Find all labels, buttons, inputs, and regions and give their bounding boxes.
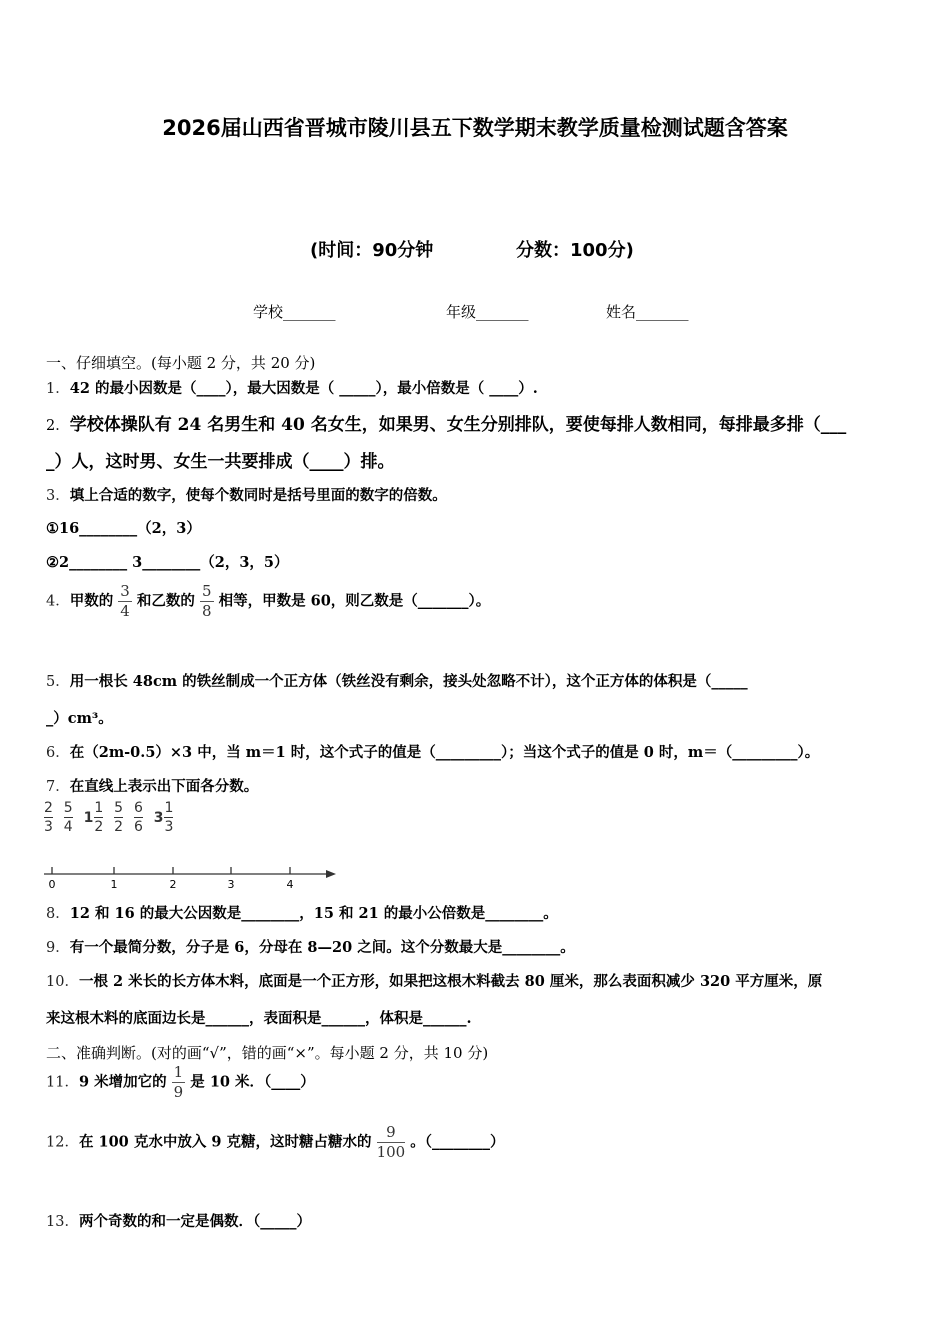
question-3-sub1: ①16________（2，3）	[46, 520, 201, 537]
mixed-fraction-1-1-2: $\frac{1}{2}$	[94, 800, 104, 835]
fraction-5-8: $\frac{5}{8}$	[201, 582, 212, 620]
question-2: 2．学校体操队有 24 名男生和 40 名女生，如果男、女生分别排队，要使每排人数相同，每排最多排（___	[46, 415, 847, 435]
tick-label-3: 3	[227, 878, 235, 891]
fraction-9-100: $\frac{9}{100}$	[376, 1123, 406, 1161]
fraction-5-4: $\frac{5}{4}$	[63, 800, 73, 835]
question-1: 1．42 的最小因数是（____），最大因数是（ _____），最小倍数是（ ____）.	[46, 380, 538, 397]
document-title: 2026届山西省晋城市陵川县五下数学期末教学质量检测试题含答案	[162, 116, 788, 140]
question-5-line2: _）cm³。	[46, 710, 113, 727]
question-13: 13．两个奇数的和一定是偶数．（_____）	[46, 1213, 311, 1230]
question-3-sub2: ②2________ 3________（2，3，5）	[46, 554, 289, 571]
exam-score: 分数：100分)	[516, 240, 634, 261]
tick-label-0: 0	[48, 878, 56, 891]
question-5: 5．用一根长 48cm 的铁丝制成一个正方体（铁丝没有剩余，接头处忽略不计），这个正方体的体积是（_____	[46, 673, 748, 690]
question-8: 8．12 和 16 的最大公因数是________，15 和 21 的最小公倍数是________。	[46, 905, 558, 922]
question-11: 11．9 米增加它的 $\frac{1}{9}$ 是 10 米．（____）	[46, 1063, 315, 1101]
question-2-line2: _）人，这时男、女生一共要排成（____）排。	[46, 452, 395, 472]
fraction-1-9: $\frac{1}{9}$	[173, 1063, 184, 1101]
section-2-heading: 二、准确判断。(对的画“√”，错的画“×”。每小题 2 分，共 10 分)	[46, 1044, 489, 1062]
tick-label-1: 1	[110, 878, 118, 891]
school-field: 学校_______	[253, 303, 336, 321]
question-7: 7．在直线上表示出下面各分数。	[46, 778, 259, 795]
mixed-fraction-3-1-3: $\frac{1}{3}$	[164, 800, 174, 835]
question-10: 10．一根 2 米长的长方体木料，底面是一个正方形，如果把这根木料截去 80 厘米，那么表面积减少 320 平方厘米，原	[46, 973, 823, 990]
question-3: 3．填上合适的数字，使每个数同时是括号里面的数字的倍数。	[46, 487, 447, 504]
fraction-5-2: $\frac{5}{2}$	[114, 800, 124, 835]
fraction-6-6: $\frac{6}{6}$	[133, 800, 143, 835]
question-7-fractions: $\frac{2}{3}$ $\frac{5}{4}$ 1 $\frac{1}{2}$ $\frac{5}{2}$ $\frac{6}{6}$ 3 $\frac{1}{3}$	[44, 800, 174, 835]
grade-field: 年级_______	[446, 303, 529, 321]
question-4: 4．甲数的 $\frac{3}{4}$ 和乙数的 $\frac{5}{8}$ 相等，甲数是 60，则乙数是（_______）。	[46, 582, 491, 620]
question-6: 6．在（2m-0.5）×3 中，当 m＝1 时，这个式子的值是（_________）；当这个式子的值是 0 时，m＝（_________）。	[46, 744, 820, 761]
tick-label-2: 2	[169, 878, 177, 891]
question-10-line2: 来这根木料的底面边长是______，表面积是______，体积是______.	[46, 1010, 472, 1027]
question-9: 9．有一个最简分数，分子是 6，分母在 8—20 之间。这个分数最大是________。	[46, 939, 575, 956]
tick-label-4: 4	[286, 878, 294, 891]
name-field: 姓名_______	[606, 303, 689, 321]
number-line	[42, 857, 342, 893]
exam-time: (时间：90分钟	[310, 240, 434, 261]
question-12: 12．在 100 克水中放入 9 克糖，这时糖占糖水的 $\frac{9}{100}$ 。（________）	[46, 1123, 505, 1161]
fraction-2-3: $\frac{2}{3}$	[44, 800, 53, 835]
fraction-3-4: $\frac{3}{4}$	[120, 582, 130, 620]
section-1-heading: 一、仔细填空。(每小题 2 分，共 20 分)	[46, 354, 316, 372]
number-line-arrow	[326, 870, 336, 878]
